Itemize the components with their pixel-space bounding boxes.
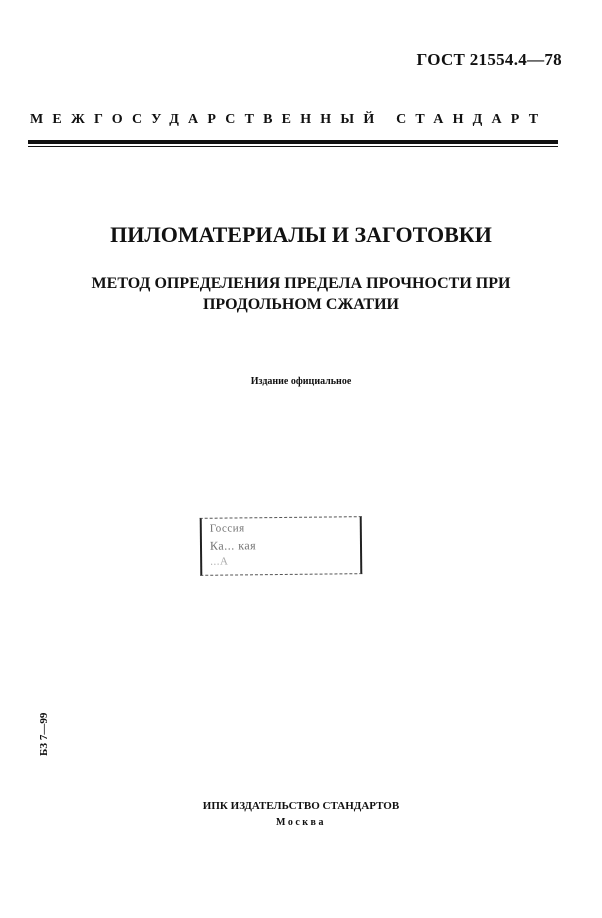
side-code: БЗ 7—99 <box>38 712 50 756</box>
edition-label: Издание официальное <box>250 376 352 387</box>
library-stamp <box>200 516 363 576</box>
stamp-line-3: ...А <box>210 555 229 568</box>
document-title: ПИЛОМАТЕРИАЛЫ И ЗАГОТОВКИ <box>110 222 492 247</box>
standard-category: МЕЖГОСУДАРСТВЕННЫЙ СТАНДАРТ <box>30 112 548 127</box>
stamp-line-1: Госсия <box>209 522 245 535</box>
publisher-city: Москва <box>276 817 326 828</box>
publisher-name: ИПК ИЗДАТЕЛЬСТВО СТАНДАРТОВ <box>202 800 400 812</box>
header-rule-thin <box>28 146 558 147</box>
stamp-line-2: Ка... кая <box>209 538 257 553</box>
gost-code: ГОСТ 21554.4—78 <box>416 50 562 69</box>
document-subtitle: МЕТОД ОПРЕДЕЛЕНИЯ ПРЕДЕЛА ПРОЧНОСТИ ПРИ ПРОДОЛЬНОМ СЖАТИИ <box>91 275 511 313</box>
header-rule-thick <box>28 140 558 144</box>
